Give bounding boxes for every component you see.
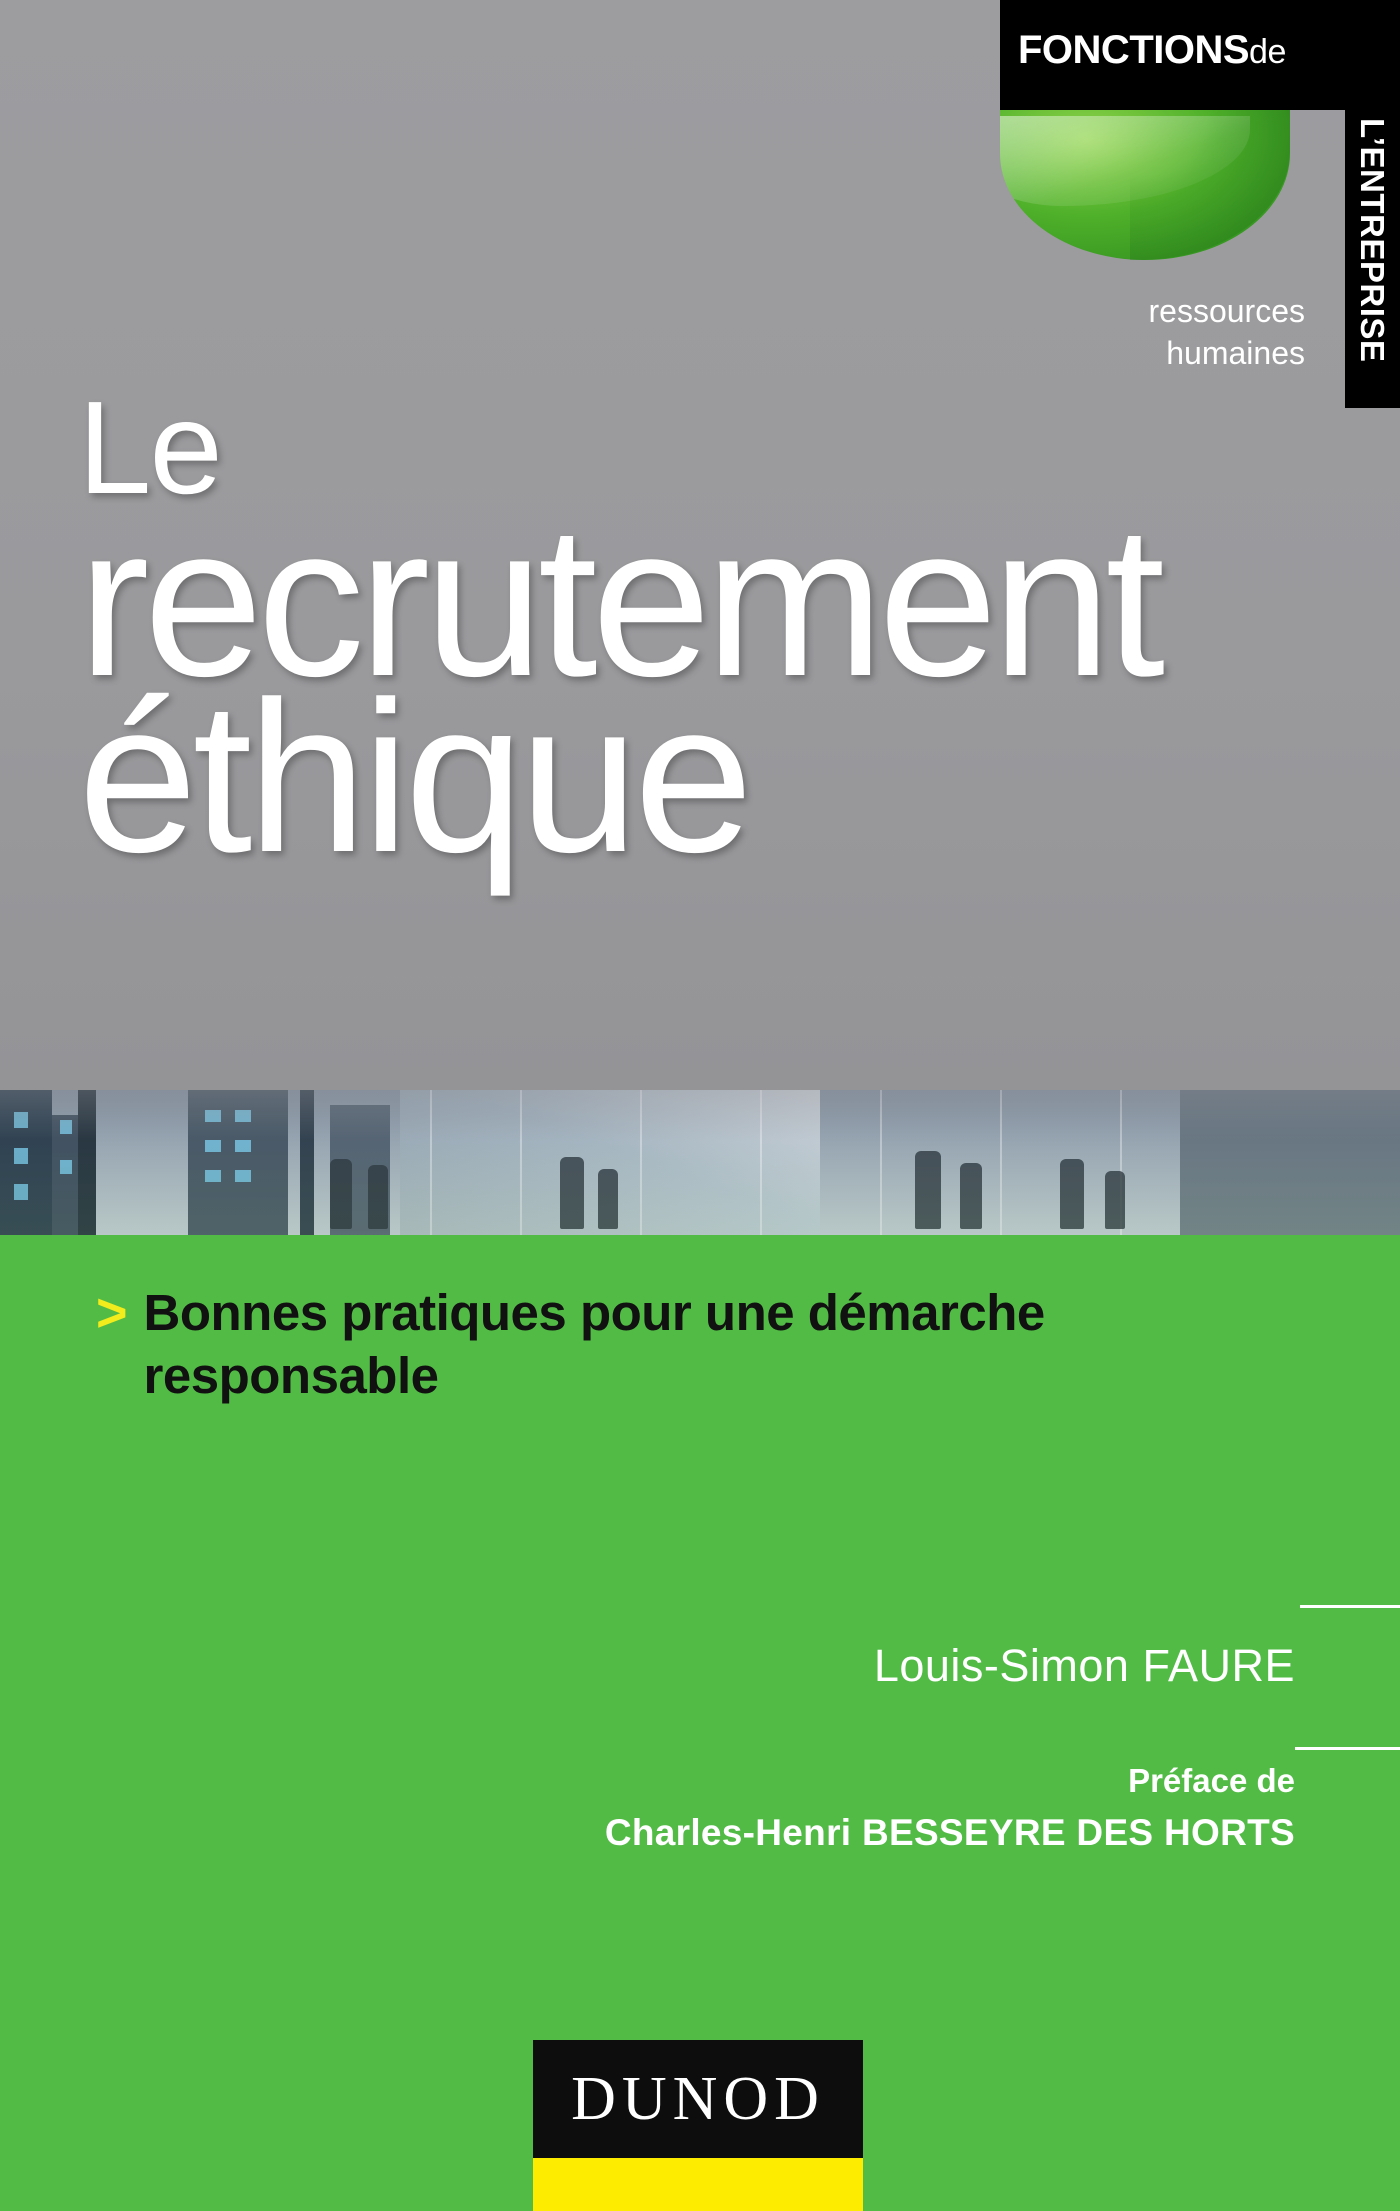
collection-banner xyxy=(1000,0,1400,408)
subcollection-line-1: ressources xyxy=(1148,293,1305,329)
green-leaf-icon xyxy=(1000,110,1290,260)
collection-banner-secondary: de xyxy=(1249,33,1286,71)
subcollection-line-2: humaines xyxy=(1166,335,1305,372)
publisher-logo-accent xyxy=(533,2158,863,2211)
title-line-3: éthique xyxy=(78,656,749,898)
title-line-1: Le xyxy=(78,374,221,521)
preface-label: Préface de xyxy=(1128,1762,1295,1799)
title-line-2: recrutement xyxy=(78,479,1160,721)
collection-banner-title xyxy=(1018,28,1286,73)
collection-banner-primary: FONCTIONS xyxy=(1018,28,1250,72)
preface-author-name: Charles-Henri BESSEYRE DES HORTS xyxy=(604,1812,1295,1853)
collection-vertical-label xyxy=(1348,118,1398,408)
author-name: Louis-Simon FAURE xyxy=(873,1640,1295,1691)
collection-vertical-text: L’ENTREPRISE xyxy=(1354,118,1391,363)
subtitle-block xyxy=(96,1282,1326,1407)
book-title xyxy=(78,374,1368,898)
author-rule-bottom xyxy=(1295,1747,1400,1750)
publisher-logo xyxy=(533,2040,863,2211)
photo-overlay xyxy=(0,1090,1400,1235)
cover-photo-band xyxy=(0,1090,1400,1235)
subcollection-label xyxy=(1000,290,1305,374)
publisher-name: DUNOD xyxy=(571,2065,825,2133)
author-rule-top xyxy=(1300,1605,1400,1608)
chevron-right-icon: > xyxy=(96,1283,128,1343)
subtitle-text: Bonnes pratiques pour une démarche responsable xyxy=(143,1284,1045,1404)
